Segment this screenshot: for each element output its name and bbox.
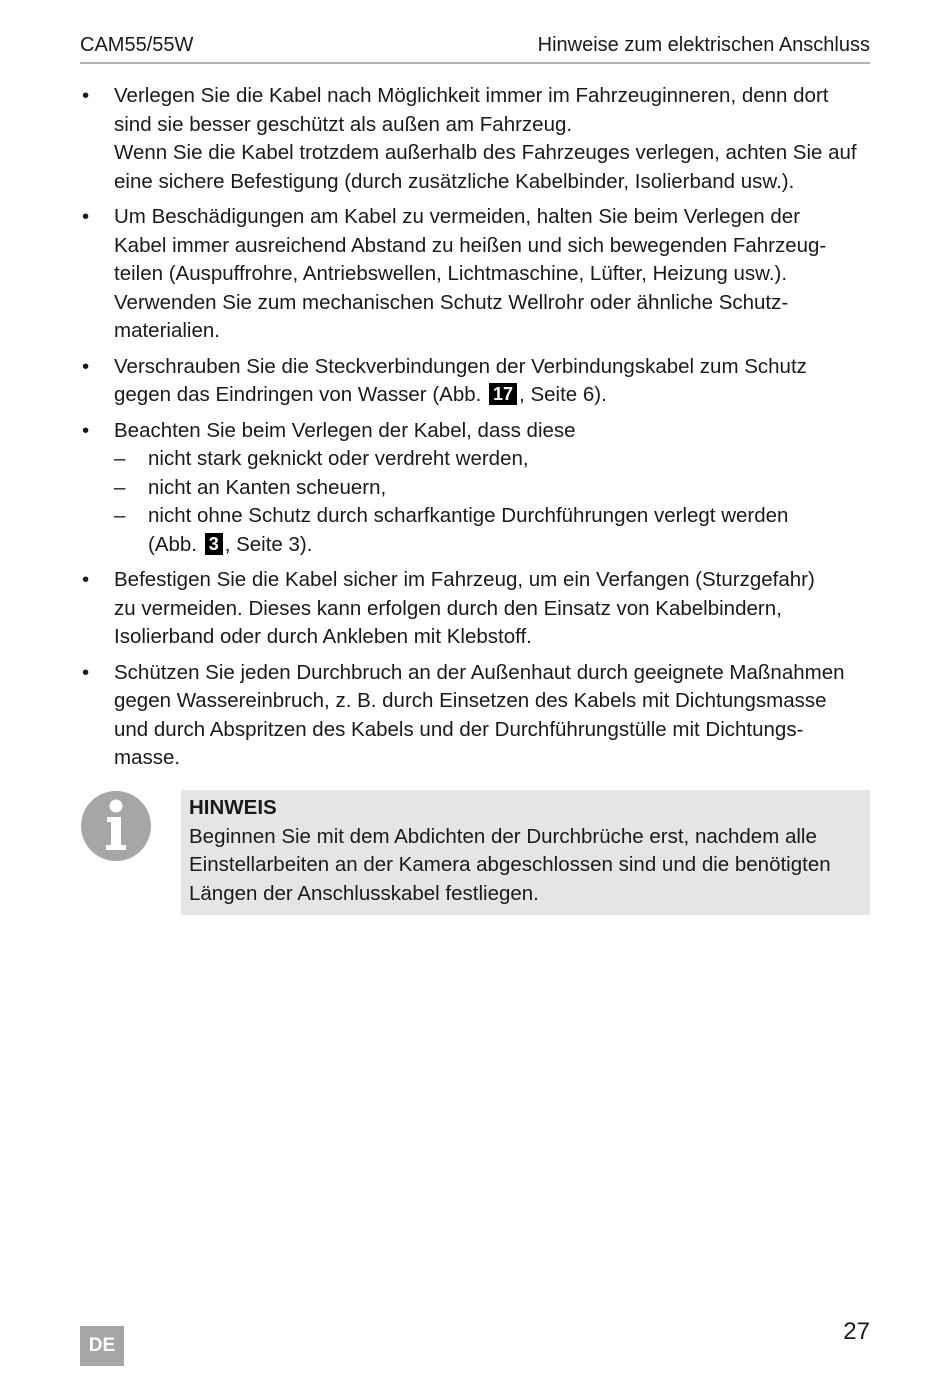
sub-list (114, 445, 870, 559)
dash-icon: – (114, 447, 126, 470)
section-title: Hinweise zum elektrischen Anschluss (537, 34, 870, 56)
page-number: 27 (843, 1318, 870, 1345)
bullet-item: • Schützen Sie jeden Durchbruch an der Außenhaut durch geeignete Maßnahmen gegen Wassereinbruch, z. B. durch Einsetzen des Kabels mit Dichtungsmasse und durch Abspritzen des Kabels und der Durchführungstülle mit Dichtungs- masse. (82, 660, 845, 769)
note-text: Beginnen Sie mit dem Abdichten der Durchbrüche erst, nachdem alle Einstellarbeiten an der Kamera abgeschlossen sind und die benötigten Längen der Anschlusskabel festliegen. (189, 824, 831, 905)
dash-icon: – (114, 504, 126, 527)
sub-item: – nicht ohne Schutz durch scharfkantige Durchführungen verlegt werden (Abb. 3 , Seite 3). (114, 504, 789, 556)
bullet-icon: • (82, 660, 90, 684)
sub-item: – nicht stark geknickt oder verdreht werden, (114, 445, 870, 474)
bullet-icon: • (82, 205, 90, 228)
note-title: HINWEIS (189, 796, 277, 819)
page-header (80, 32, 870, 64)
language-badge: DE (80, 1326, 124, 1366)
sub-item: – nicht an Kanten scheuern, (114, 474, 870, 503)
bullet-icon: • (82, 84, 90, 107)
figure-reference: 3 (205, 533, 223, 555)
bullet-icon: • (82, 354, 90, 378)
bullet-item: • Verschrauben Sie die Steckverbindungen der Verbindungskabel zum Schutz gegen das Eindringen von Wasser (Abb. 17 , Seite 6). (82, 354, 807, 406)
model-name: CAM55/55W (80, 34, 194, 56)
bullet-item: • Um Beschädigungen am Kabel zu vermeiden, halten Sie beim Verlegen der Kabel immer ausreichend Abstand zu heißen und sich bewegenden Fahrzeug- teilen (Auspuffrohre, Antriebswellen, Lichtmaschine, Lüfter, Heizung usw.). Verwenden Sie zum mechanischen Schutz Wellrohr oder ähnliche Schutz- materialien. (82, 205, 827, 342)
bullet-item: • Befestigen Sie die Kabel sicher im Fahrzeug, um ein Verfangen (Sturzgefahr) zu vermeiden. Dieses kann erfolgen durch den Einsatz von Kabelbindern, Isolierband oder durch Ankleben mit Klebstoff. (82, 568, 815, 648)
bullet-icon: • (82, 418, 90, 442)
bullet-item: • Verlegen Sie die Kabel nach Möglichkeit immer im Fahrzeuginneren, denn dort sind sie besser geschützt als außen am Fahrzeug. Wenn Sie die Kabel trotzdem außerhalb des Fahrzeuges verlegen, achten Sie auf eine sichere Befestigung (durch zusätzliche Kabelbinder, Isolierband usw.). (82, 84, 857, 193)
dash-icon: – (114, 475, 126, 499)
bullet-icon: • (82, 568, 90, 591)
figure-reference: 17 (489, 383, 517, 405)
bullet-item: • Beachten Sie beim Verlegen der Kabel, dass diese – nicht stark geknickt oder verdreht werden, – nicht an Kanten scheuern, – nicht ohne Schutz durch scharfkantige Durchführungen verlegt werden (Abb. 3 , Seite 3). (80, 417, 870, 560)
note-box (181, 790, 870, 915)
info-icon (80, 790, 152, 862)
bullet-list (80, 82, 870, 773)
instructions (80, 82, 870, 780)
